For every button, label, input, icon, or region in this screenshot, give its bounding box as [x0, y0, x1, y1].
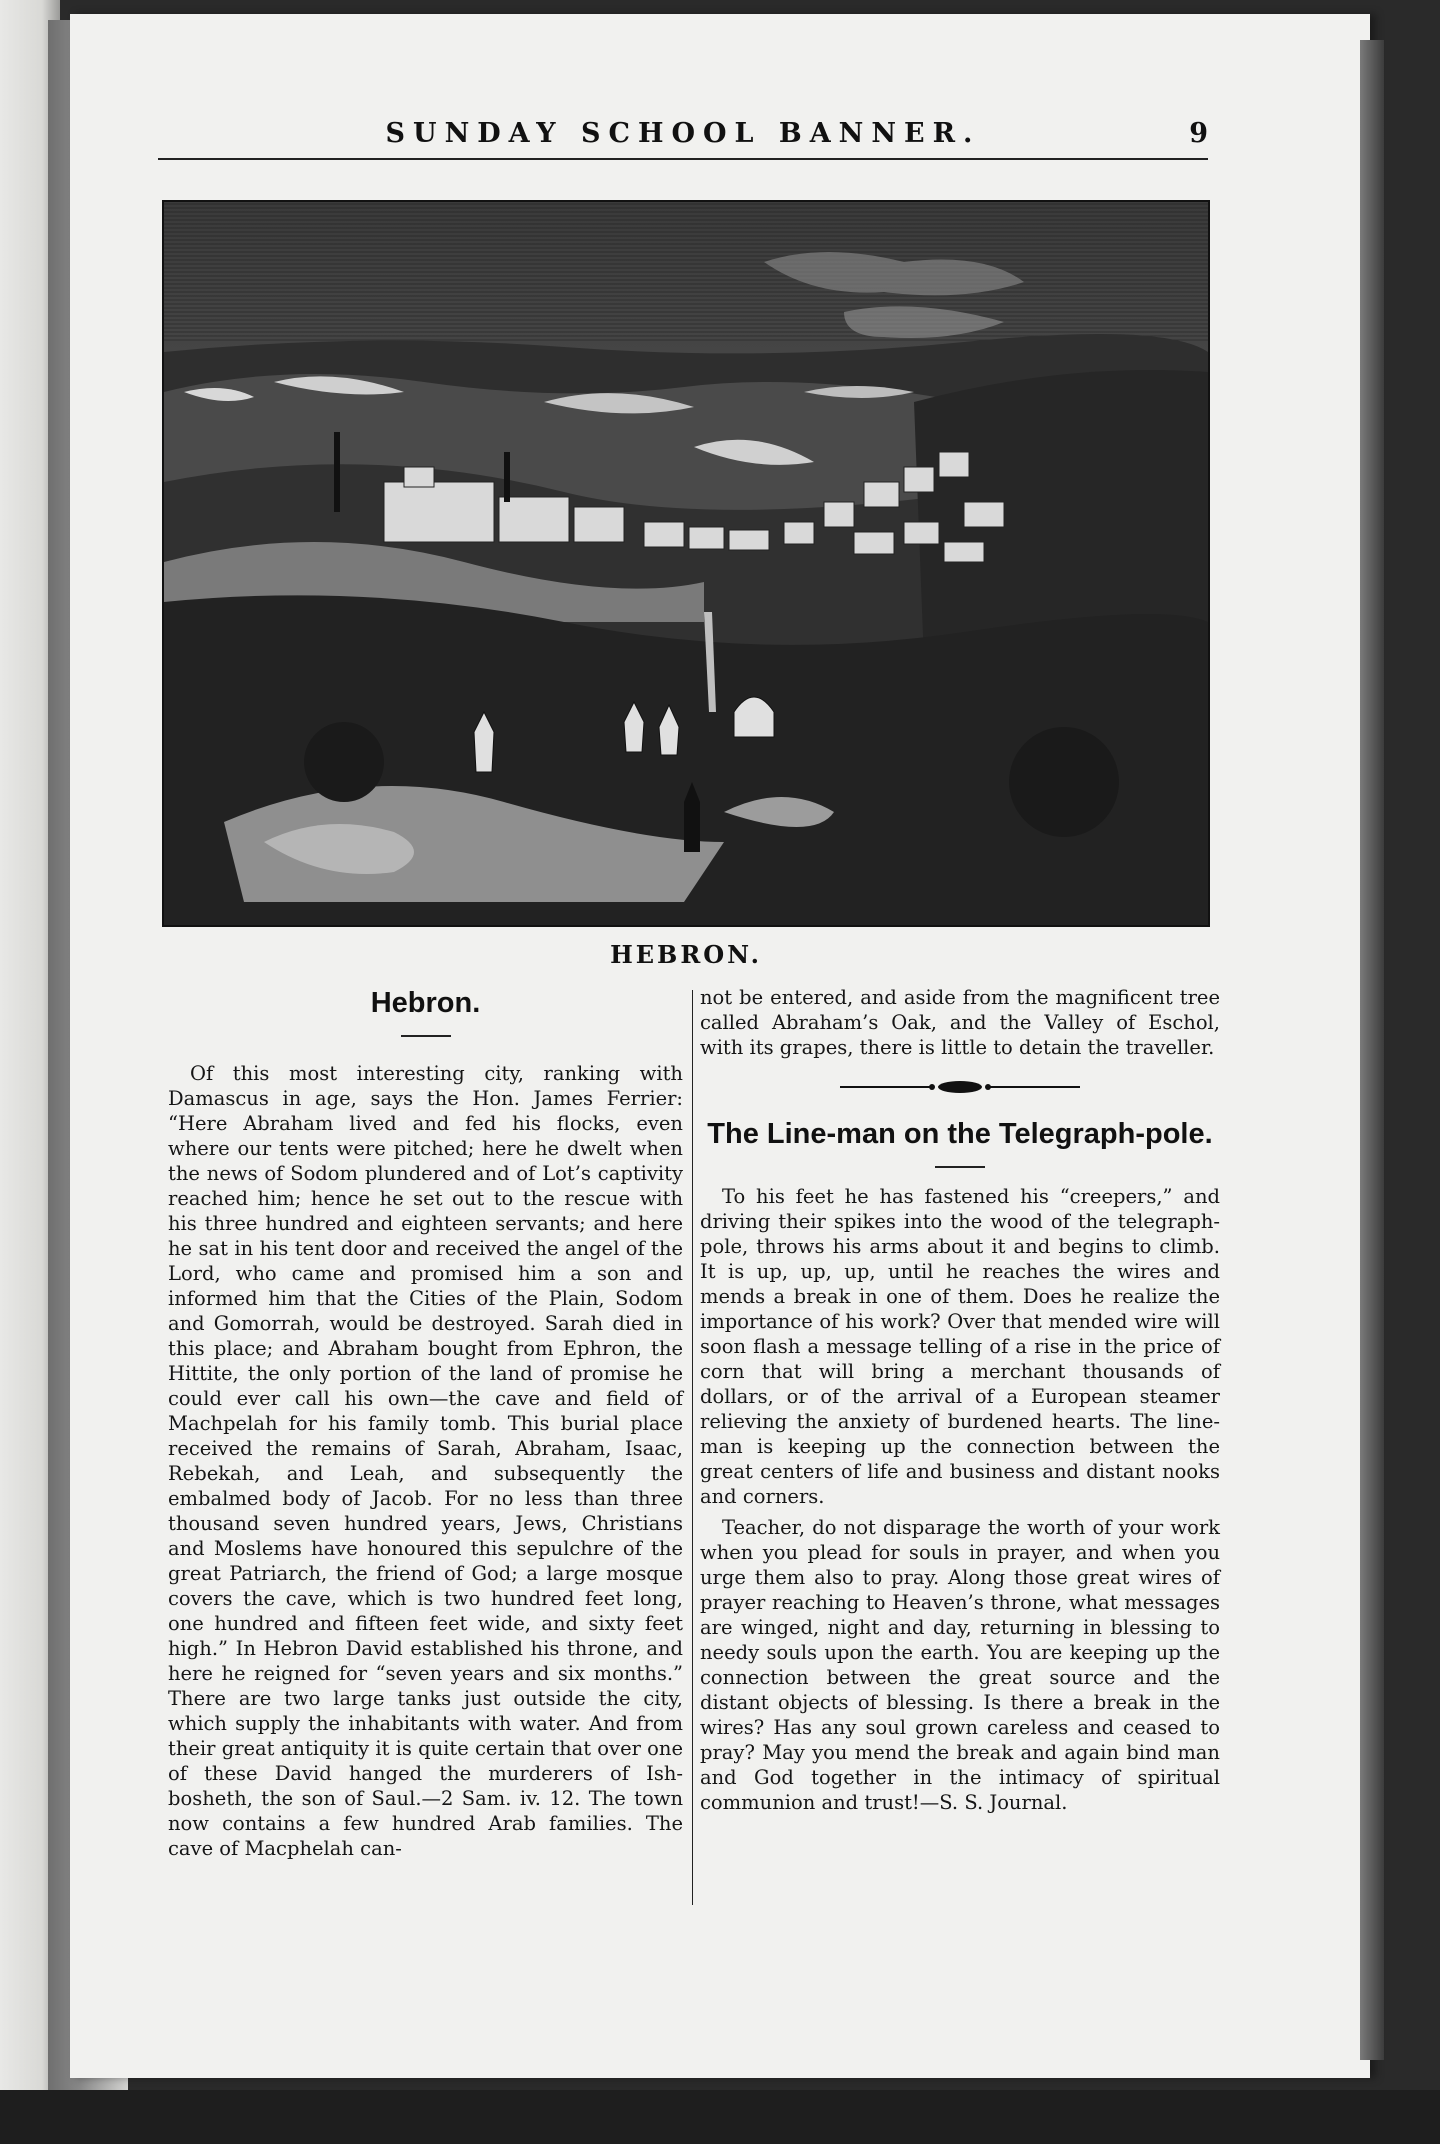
- article-continuation-hebron: not be entered, and aside from the magnificent tree called Abraham’s Oak, and the Valley of Eschol, with its grapes, there is little to detain the traveller.: [700, 986, 1220, 1059]
- running-title: SUNDAY SCHOOL BANNER.: [385, 118, 981, 149]
- page-number: 9: [1189, 118, 1208, 149]
- article-paragraph-2: Teacher, do not disparage the worth of your work when you plead for souls in prayer, and when you urge them also to pray. Along those great wires of prayer reaching to Heaven’s throne, what messages are winged, night and day, returning in blessing to needy souls upon the earth. You are keeping up the connection between the great source and the distant objects of blessing. Is there a break in the wires? Has any soul grown careless and ceased to pray? May you mend the break and again bind man and God together in the intimacy of spiritual communion and trust!—S. S. Journal.: [700, 1516, 1220, 1814]
- illustration-caption: HEBRON.: [610, 940, 762, 969]
- title-rule: [935, 1166, 985, 1168]
- page-edge-shadow: [1360, 40, 1384, 2060]
- engraving-illustration: [164, 202, 1208, 925]
- hebron-engraving: [162, 200, 1210, 927]
- running-header: [158, 118, 1208, 160]
- title-rule: [401, 1035, 451, 1037]
- ornament-divider: [840, 1080, 1080, 1094]
- column-divider: [692, 990, 693, 1905]
- article-title-lineman: The Line-man on the Telegraph-pole.: [707, 1118, 1213, 1150]
- article-title-hebron: Hebron.: [370, 987, 481, 1019]
- article-body-hebron: Of this most interesting city, ranking with Damascus in age, says the Hon. James Ferrier: “Here Abraham lived and fed his flocks, even where our tents were pitched; here he dwelt when the news of Sodom plundered and of Lot’s captivity reached him; hence he set out to the rescue with his three hundred and eighteen servants; and here he sat in his tent door and received the angel of the Lord, who came and promised him a son and informed him that the Cities of the Plain, Sodom and Gomorrah, would be destroyed. Sarah died in this place; and Abraham bought from Ephron, the Hittite, the only portion of the land of promise he could ever call his own—the cave and field of Machpelah for his family tomb. This burial place received the remains of Sarah, Abraham, Isaac, Rebekah, and Leah, and subsequently the embalmed body of Jacob. For no less than three thousand seven hundred years, Jews, Christians and Moslems have honoured this sepulchre of the great Patriarch, the friend of God; a large mosque covers the cave, which is two hundred feet long, one hundred and fifteen feet wide, and sixty feet high.” In Hebron David established his throne, and here he reigned for “seven years and six months.” There are two large tanks just outside the city, which supply the inhabitants with water. And from their great antiquity it is quite certain that over one of these David hanged the murderers of Ish-bosheth, the son of Saul.—2 Sam. iv. 12. The town now contains a few hundred Arab families. The cave of Macphelah can-: [168, 1062, 683, 1860]
- right-column: [700, 985, 1220, 1815]
- scan-background: [0, 2090, 1440, 2144]
- left-column: [168, 985, 683, 1861]
- article-paragraph-1: To his feet he has fastened his “creepers,” and driving their spikes into the wood of the telegraph-pole, throws his arms about it and begins to climb. It is up, up, up, until he reaches the wires and mends a break in one of them. Does he realize the importance of his work? Over that mended wire will soon flash a message telling of a rise in the price of corn that will bring a merchant thousands of dollars, or of the arrival of a European steamer relieving the anxiety of burdened hearts. The line-man is keeping up the connection between the great centers of life and business and distant nooks and corners.: [700, 1185, 1220, 1508]
